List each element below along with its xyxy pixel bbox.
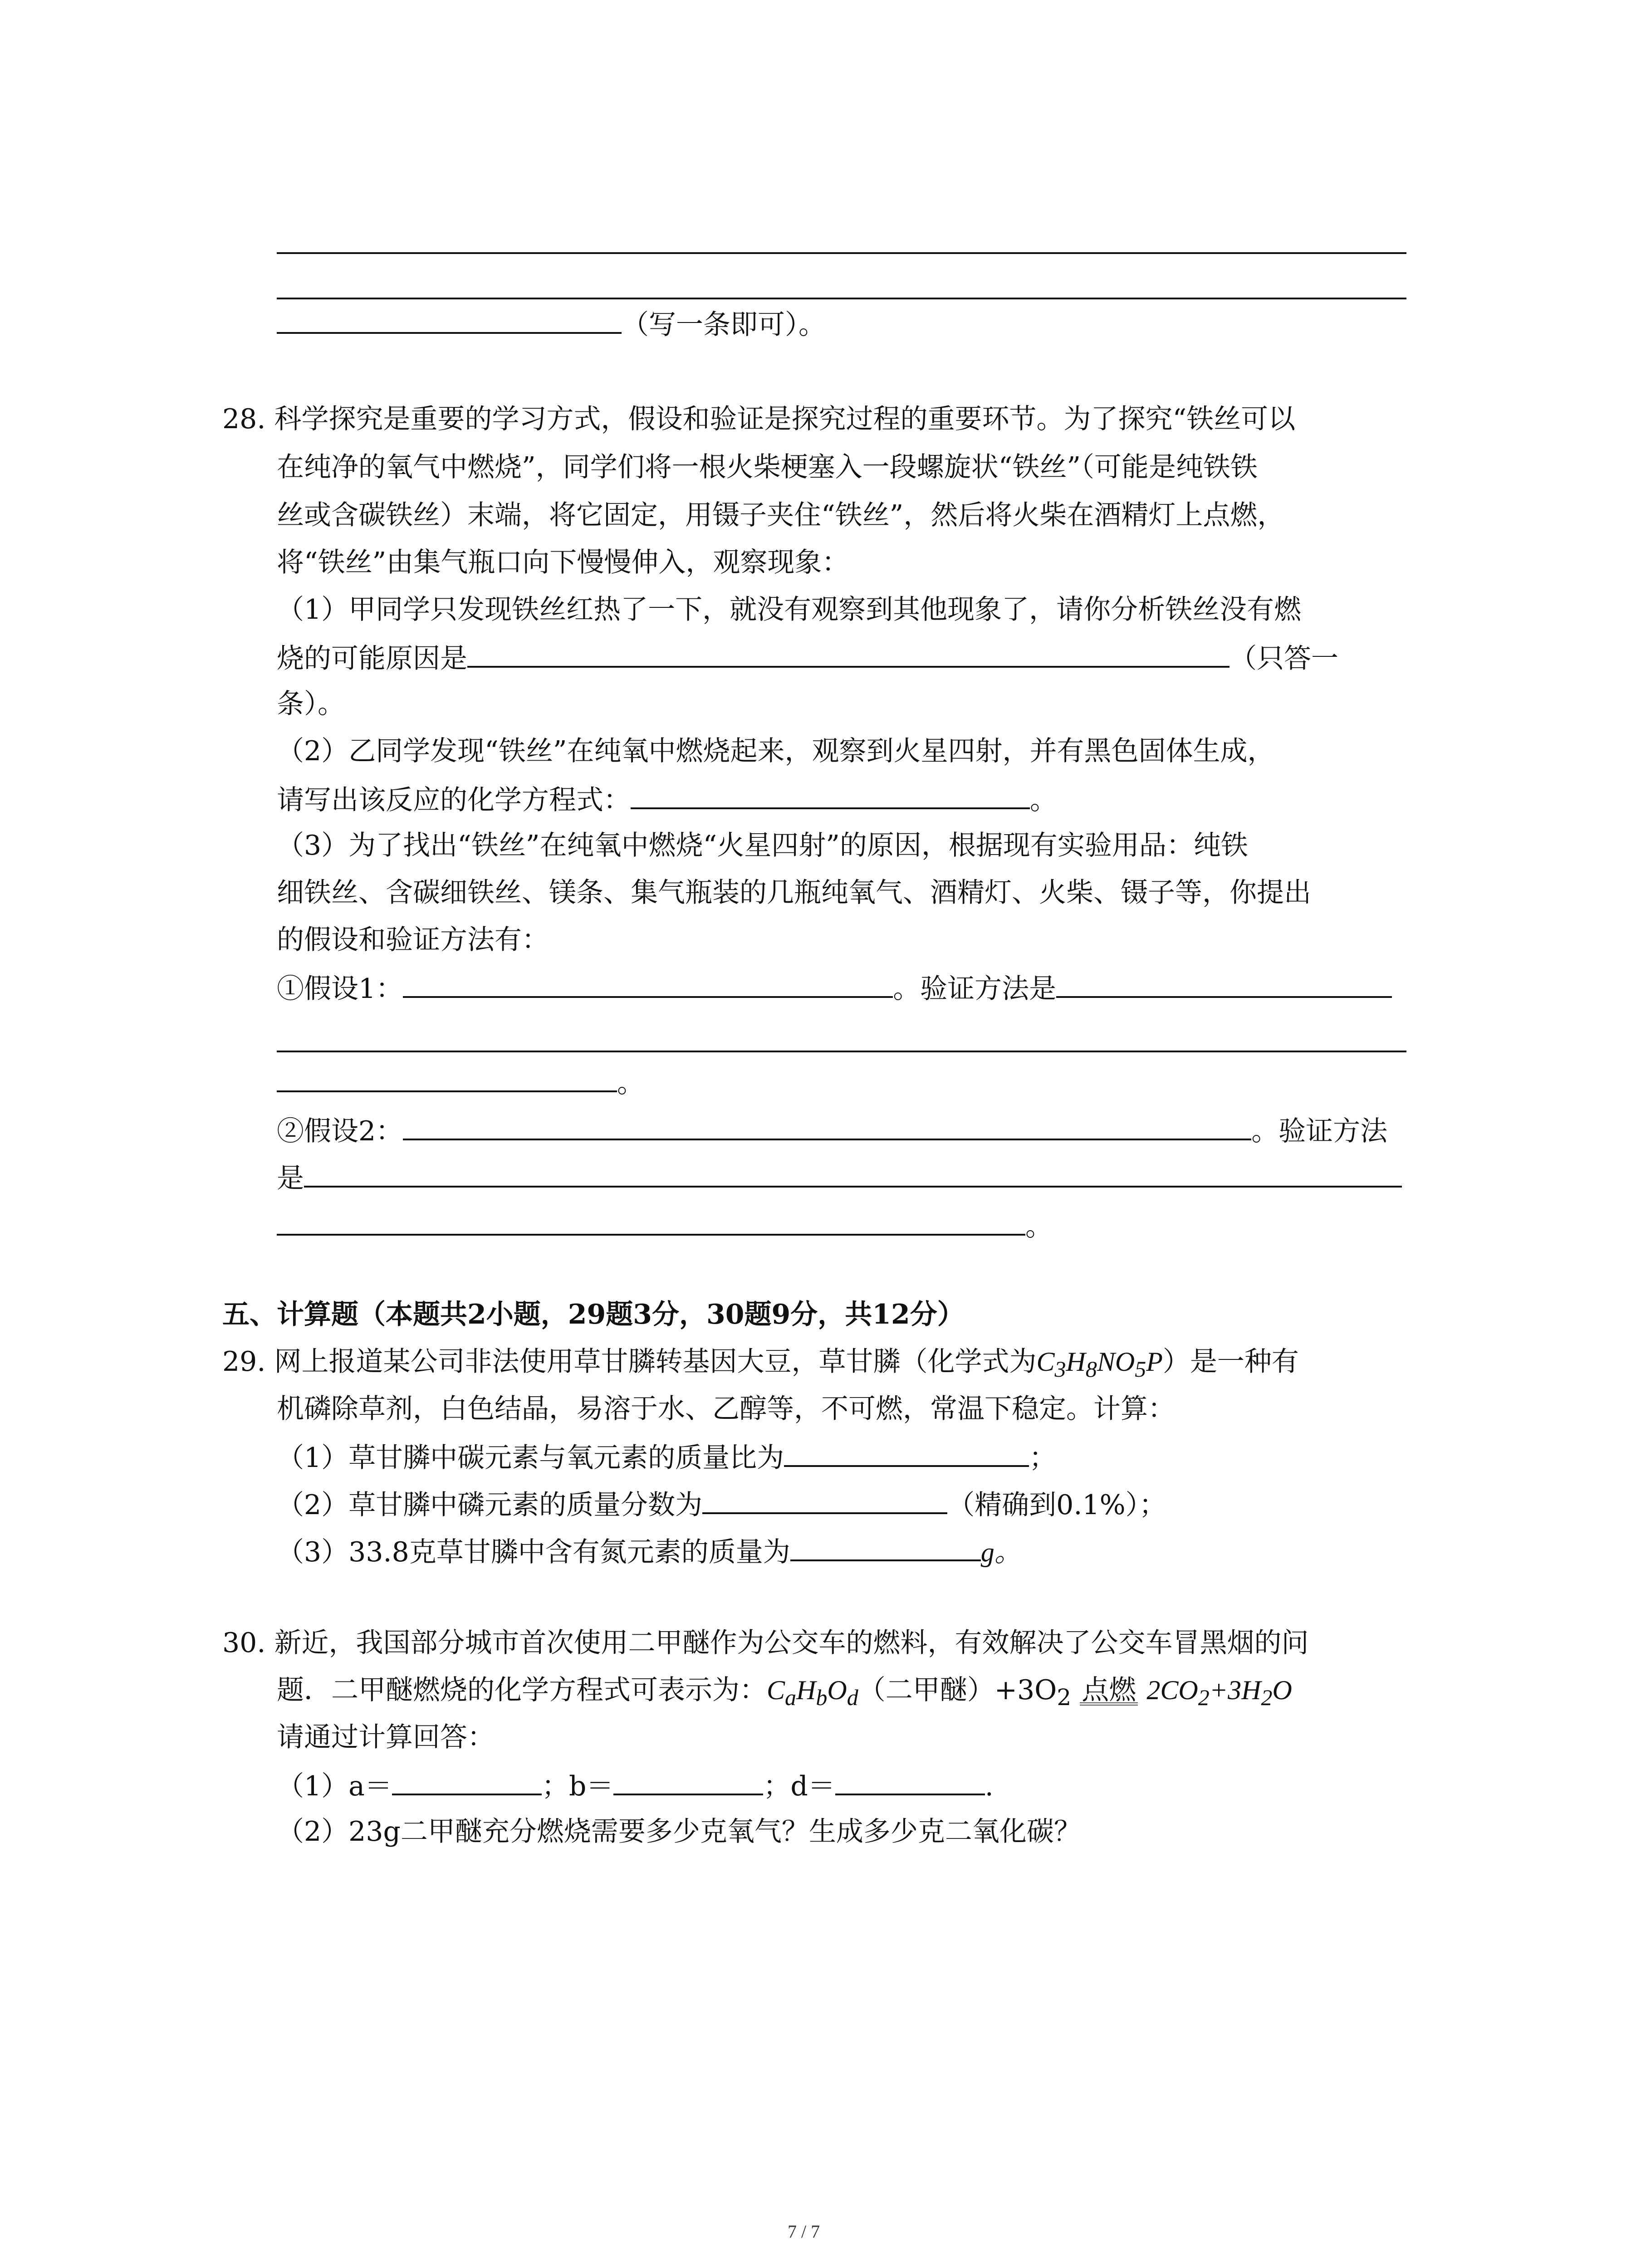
answer-blank[interactable] <box>277 1207 1025 1236</box>
q30-equation-products: $2CO_2+3H_2O$ <box>1146 1675 1292 1710</box>
answer-blank[interactable] <box>467 639 1230 668</box>
answer-blank[interactable] <box>613 1766 763 1795</box>
answer-blank <box>277 305 622 334</box>
q28-line-1: 28. 科学探究是重要的学习方式，假设和验证是探究过程的重要环节。为了探究“铁丝可以 <box>222 403 1296 435</box>
q29-part1 <box>277 1438 1056 1476</box>
answer-blank[interactable] <box>403 969 893 998</box>
hypothesis-2-method-row <box>277 1158 1402 1197</box>
glyphosate-formula: $C_3H_8NO_5P$ <box>1036 1347 1163 1382</box>
q28-part2-line-1: （2）乙同学发现“铁丝”在纯氧中燃烧起来，观察到火星四射，并有黑色固体生成， <box>277 735 1275 767</box>
q30-part1 <box>277 1766 994 1804</box>
q29-line-2: 机磷除草剂，白色结晶，易溶于水、乙醇等，不可燃，常温下稳定。计算： <box>277 1393 1175 1425</box>
hypothesis-1-end-row <box>277 1063 644 1101</box>
q28-part3-line-1: （3）为了找出“铁丝”在纯氧中燃烧“火星四射”的原因，根据现有实验用品：纯铁 <box>277 830 1248 861</box>
answer-blank[interactable] <box>277 1063 617 1092</box>
q30-part2: （2）23g二甲醚充分燃烧需要多少克氧气？生成多少克二氧化碳？ <box>277 1816 1081 1848</box>
hypothesis-2-method-prefix: 是 <box>277 1163 304 1194</box>
ignition-condition: 点燃 <box>1080 1672 1138 1708</box>
hypothesis-1-method-label: 。验证方法是 <box>893 973 1057 1005</box>
answer-line <box>277 252 1406 254</box>
q30-equation-prefix: 题．二甲醚燃烧的化学方程式可表示为： <box>277 1674 767 1706</box>
q30-equation-reactants: （二甲醚）$+3O_2$ <box>858 1674 1072 1711</box>
hypothesis-2-end-row <box>277 1207 1053 1245</box>
hypothesis-1-label: ①假设1： <box>277 973 403 1005</box>
q28-part2-line-2 <box>277 780 1057 818</box>
q28-line-3: 丝或含碳铁丝）末端，将它固定，用镊子夹住“铁丝”，然后将火柴在酒精灯上点燃， <box>277 499 1285 531</box>
hypothesis-2-label: ②假设2： <box>277 1115 403 1147</box>
hypothesis-2-end: 。 <box>1025 1211 1053 1242</box>
answer-blank[interactable] <box>702 1485 947 1514</box>
q28-part2-prompt: 请写出该反应的化学方程式： <box>277 784 631 816</box>
answer-blank[interactable] <box>1056 969 1392 998</box>
q28-part1-line-3: 条）。 <box>277 688 345 720</box>
page-number: 7 / 7 <box>788 2221 820 2242</box>
q29-intro-end: ）是一种有 <box>1162 1346 1299 1378</box>
q28-part3-line-2: 细铁丝、含碳细铁丝、镁条、集气瓶装的几瓶纯氧气、酒精灯、火柴、镊子等，你提出 <box>277 877 1311 909</box>
q29-part3-prompt: （3）33.8克草甘膦中含有氮元素的质量为 <box>277 1536 790 1568</box>
q29-part2-prompt: （2）草甘膦中磷元素的质量分数为 <box>277 1489 703 1521</box>
q28-line-2: 在纯净的氧气中燃烧”，同学们将一根火柴梗塞入一段螺旋状“铁丝”（可能是纯铁铁 <box>277 451 1258 483</box>
answer-line <box>277 298 1406 299</box>
q28-part1-line-1: （1）甲同学只发现铁丝红热了一下，就没有观察到其他现象了，请你分析铁丝没有燃 <box>277 594 1302 626</box>
q29-part2 <box>277 1485 1166 1523</box>
answer-blank[interactable] <box>403 1111 1251 1140</box>
q29-part1-prompt: （1）草甘膦中碳元素与氧元素的质量比为 <box>277 1442 784 1474</box>
q30-line-3: 请通过计算回答： <box>277 1721 495 1753</box>
answer-blank[interactable] <box>304 1158 1402 1188</box>
section-5-title: 五、计算题（本题共2小题，29题3分，30题9分，共12分） <box>222 1299 965 1330</box>
top-answer-row <box>277 305 826 343</box>
answer-blank[interactable] <box>790 1532 981 1561</box>
q30-a-label: （1）a＝ <box>277 1770 392 1802</box>
q30-b-label: ；b＝ <box>541 1770 614 1802</box>
answer-blank[interactable] <box>784 1438 1029 1467</box>
q29-part3 <box>277 1532 1022 1570</box>
q29-part1-end: ； <box>1029 1442 1057 1474</box>
q28-part3-line-3: 的假设和验证方法有： <box>277 924 549 956</box>
q28-line-4: 将“铁丝”由集气瓶口向下慢慢伸入，观察现象： <box>277 547 849 578</box>
q28-part1-suffix: （只答一 <box>1230 643 1338 675</box>
hypothesis-2-row <box>277 1111 1387 1149</box>
hypothesis-1-end: 。 <box>617 1067 644 1099</box>
q29-line-1 <box>222 1344 1299 1387</box>
answer-blank[interactable] <box>631 780 1030 809</box>
q28-part1-prompt: 烧的可能原因是 <box>277 643 467 675</box>
q28-part2-suffix: 。 <box>1030 784 1057 816</box>
answer-blank[interactable] <box>392 1766 542 1795</box>
answer-blank[interactable] <box>835 1766 985 1795</box>
hypothesis-1-row <box>277 969 1392 1007</box>
q29-part2-end: （精确到0.1%）； <box>947 1489 1166 1521</box>
hypothesis-2-method-label: 。验证方法 <box>1251 1115 1388 1147</box>
q28-part1-line-2 <box>277 639 1338 677</box>
q30-part1-end: . <box>985 1770 994 1802</box>
q30-d-label: ；d＝ <box>763 1770 835 1802</box>
q30-line-1: 30. 新近，我国部分城市首次使用二甲醚作为公交车的燃料，有效解决了公交车冒黑烟的问 <box>222 1627 1309 1659</box>
q30-line-2 <box>277 1672 1292 1716</box>
q29-intro: 29. 网上报道某公司非法使用草甘膦转基因大豆，草甘膦（化学式为 <box>222 1346 1037 1378</box>
q29-part3-unit: g。 <box>980 1537 1022 1567</box>
dimethyl-ether-formula: $C_aH_bO_d$ <box>767 1675 858 1710</box>
answer-line <box>277 1051 1406 1052</box>
top-note: （写一条即可）。 <box>622 309 826 341</box>
